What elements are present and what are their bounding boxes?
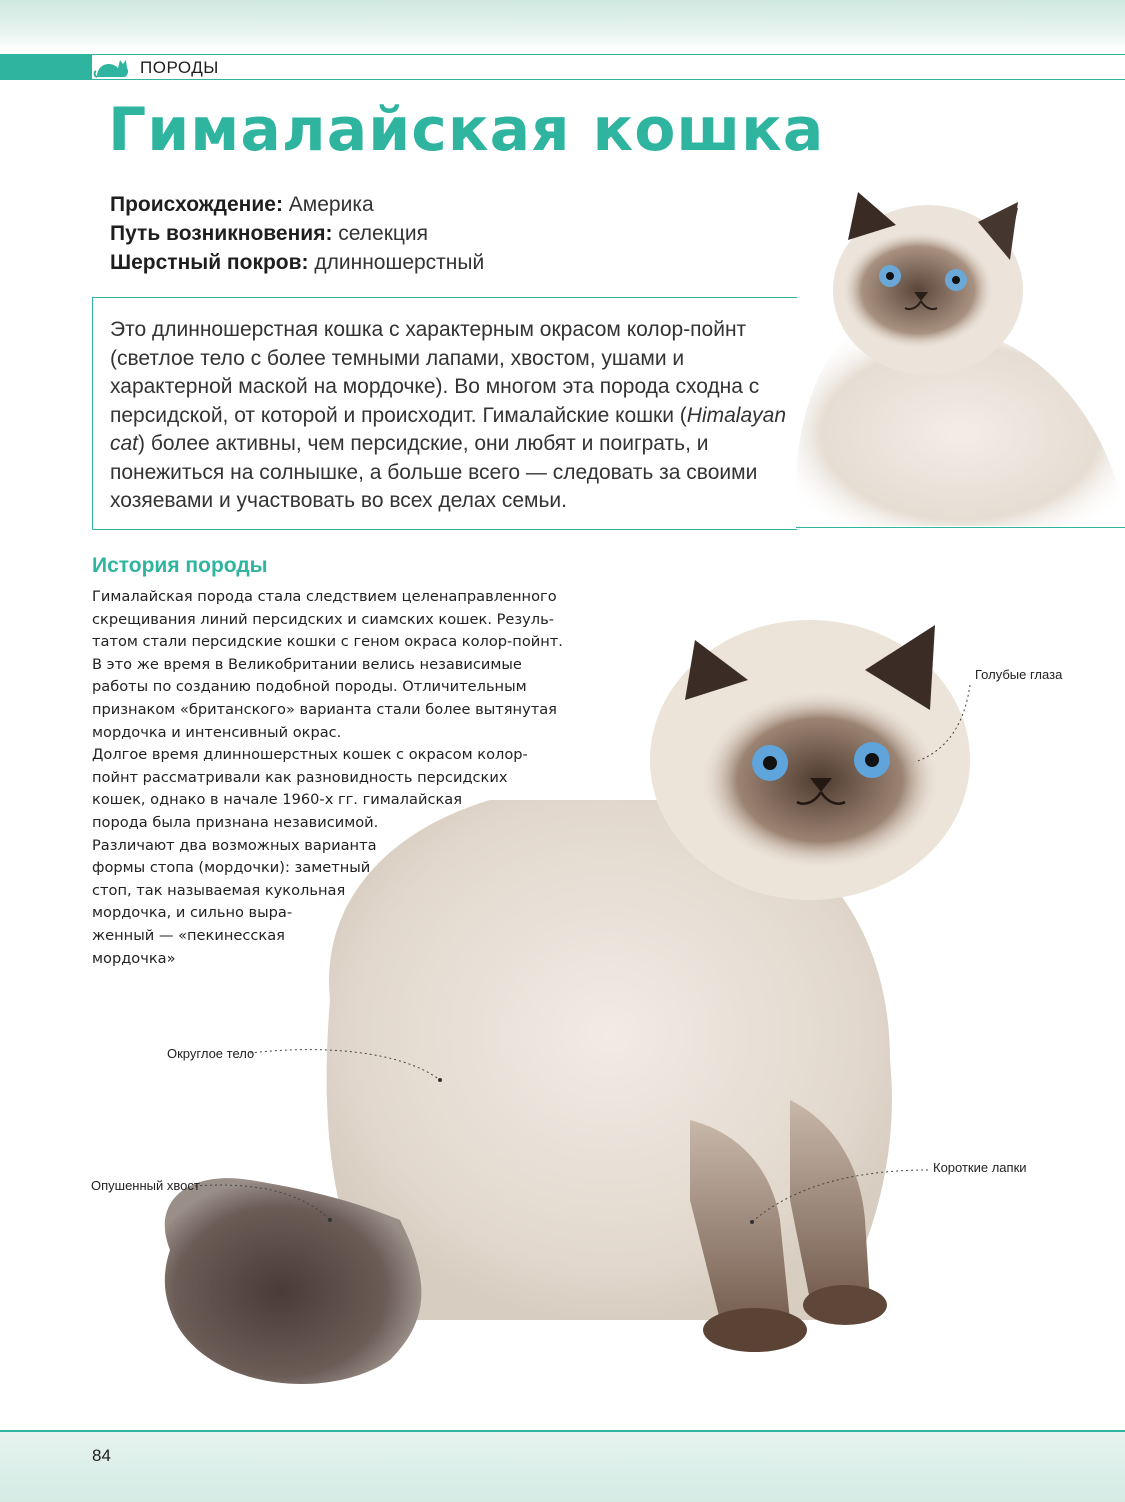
callout-tail: Опушенный хвост — [91, 1178, 200, 1193]
fact-label: Шерстный покров: — [110, 251, 309, 274]
history-line: порода была признана независимой. — [92, 813, 379, 831]
history-line: Гималайская порода стала следствием целенаправленного — [92, 588, 557, 605]
history-line: пойнт рассматривали как разновидность персидских — [92, 768, 508, 786]
page-number: 84 — [92, 1446, 111, 1465]
history-line: женный — «пекинесская — [92, 926, 285, 944]
page-title: Гималайская кошка — [108, 95, 825, 165]
history-line: скрещивания линий персидских и сиамских кошек. Резуль- — [92, 610, 554, 628]
callout-eyes: Голубые глаза — [975, 667, 1063, 682]
intro-text-part: ) более активны, чем персидские, они любят и поиграть, и понежиться на солнышке, а больше всего — следовать за своими хозяевами и участвовать во всех делах семьи. — [110, 432, 758, 512]
intro-italic-term: Himalayan cat — [110, 403, 787, 455]
history-line: В это же время в Великобритании велись независимые — [92, 655, 522, 673]
history-line: татом стали персидские кошки с геном окраса колор-пойнт. — [92, 633, 563, 651]
section-label: ПОРОДЫ — [140, 58, 219, 77]
fact-label: Путь возникновения: — [110, 222, 333, 245]
history-line: Долгое время длинношерстных кошек с окрасом колор- — [92, 746, 528, 764]
fact-value: селекция — [338, 222, 429, 245]
fact-value: длинношерстный — [314, 251, 485, 274]
fact-value: Америка — [288, 193, 374, 216]
history-line: мордочка, и сильно выра- — [92, 904, 293, 922]
history-line: кошек, однако в начале 1960-х гг. гималайская — [92, 791, 463, 809]
intro-text-part: Это длинношерстная кошка с характерным окрасом колор-пойнт (светлое тело с более темными лапами, хвостом, ушами и характерной маской на мордочке). Во многом эта порода сходна с персидской, от которой и происходит. Гималайские кошки ( — [110, 318, 760, 427]
history-line: мордочка» — [92, 949, 176, 967]
history-line: Различают два возможных варианта — [92, 836, 377, 854]
history-heading: История породы — [92, 554, 268, 577]
history-line: работы по созданию подобной породы. Отличительным — [92, 678, 527, 696]
history-line: стоп, так называемая кукольная — [92, 881, 346, 899]
history-line: мордочка и интенсивный окрас. — [92, 723, 342, 741]
callout-paws: Короткие лапки — [933, 1160, 1027, 1175]
fact-label: Происхождение: — [110, 193, 283, 216]
callout-body: Округлое тело — [167, 1046, 255, 1061]
history-line: признаком «британского» варианта стали более вытянутая — [92, 700, 557, 718]
footer-band — [0, 1430, 1125, 1502]
history-line: формы стопа (мордочки): заметный — [92, 859, 371, 877]
